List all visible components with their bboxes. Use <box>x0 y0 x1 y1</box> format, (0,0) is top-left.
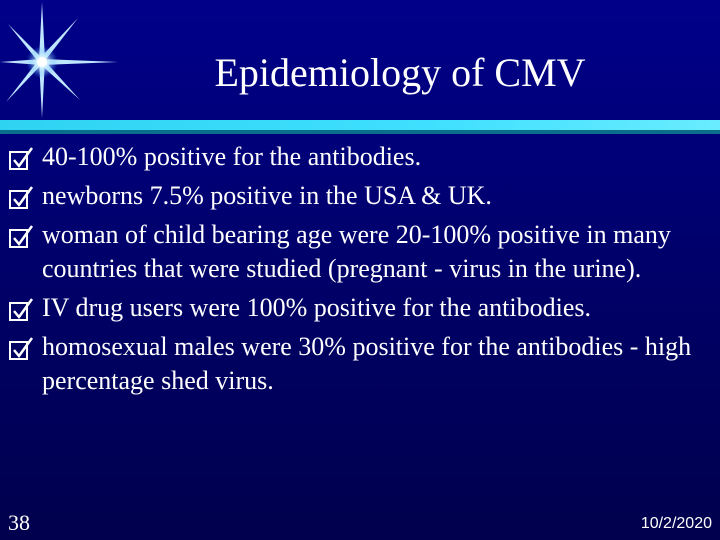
star-burst-icon <box>0 0 120 120</box>
checkbox-icon <box>8 336 34 362</box>
checkbox-icon <box>8 185 34 211</box>
bullet-item <box>8 218 716 286</box>
bullet-text: newborns 7.5% positive in the USA & UK. <box>42 181 492 210</box>
bullet-item <box>8 179 716 213</box>
title-divider-shadow <box>0 130 720 134</box>
slide-title: Epidemiology of CMV <box>214 50 586 95</box>
checkbox-icon <box>8 297 34 323</box>
bullet-text: IV drug users were 100% positive for the antibodies. <box>42 293 592 322</box>
bullet-text: woman of child bearing age were 20-100% positive in many countries that were studied (pregnant - virus in the urine). <box>42 220 671 283</box>
bullet-text: homosexual males were 30% positive for the antibodies - high percentage shed virus. <box>42 332 692 395</box>
title-divider <box>0 120 720 134</box>
bullet-text: 40-100% positive for the antibodies. <box>42 142 422 171</box>
bullet-item <box>8 291 716 325</box>
slide-number: 38 <box>8 510 30 535</box>
checkbox-icon <box>8 224 34 250</box>
checkbox-icon <box>8 146 34 172</box>
slide-date: 10/2/2020 <box>640 515 712 532</box>
bullet-item <box>8 140 716 174</box>
bullet-list <box>8 140 716 403</box>
bullet-item <box>8 330 716 398</box>
